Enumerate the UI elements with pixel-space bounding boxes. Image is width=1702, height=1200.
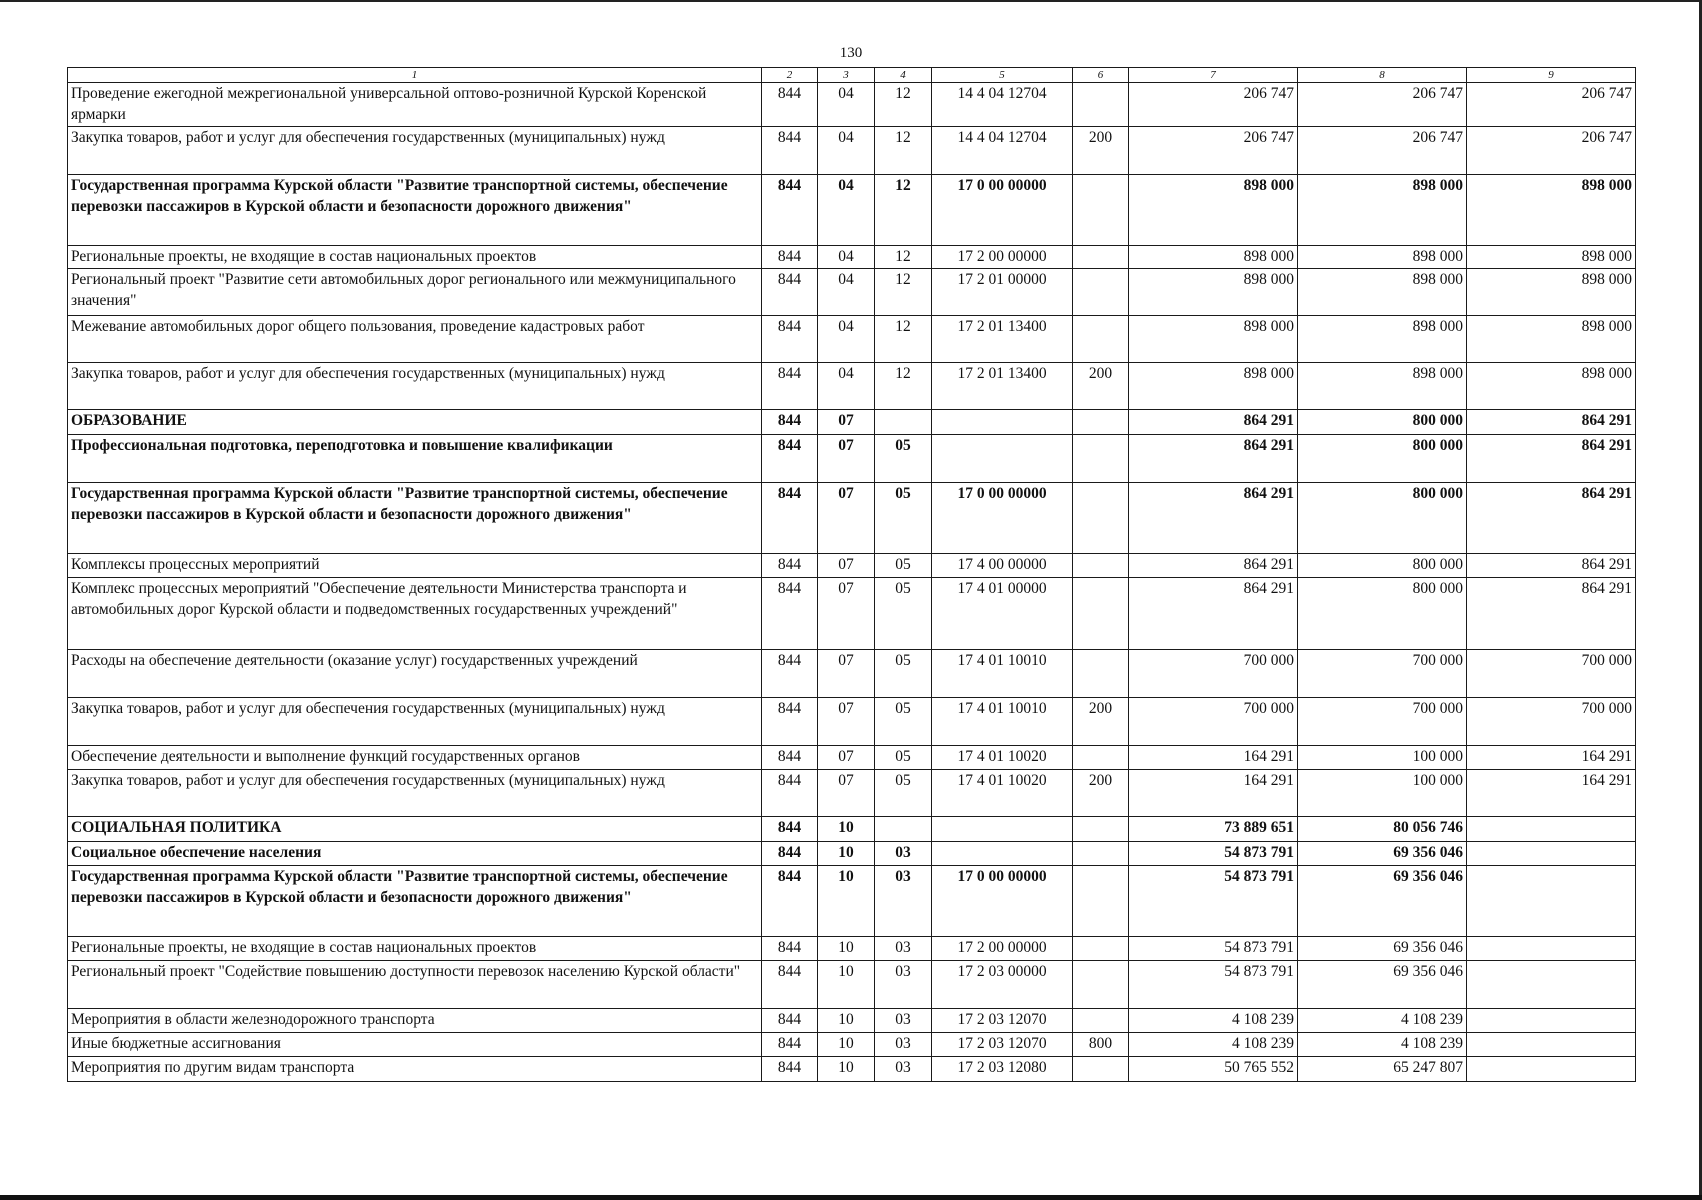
expense-type-cell: [1073, 961, 1129, 1009]
header-cell: 5: [932, 68, 1073, 83]
amount-col9-cell: 898 000: [1467, 246, 1636, 269]
amount-col9-cell: 164 291: [1467, 746, 1636, 770]
amount-col9-cell: 864 291: [1467, 410, 1636, 435]
ministry-code-cell: 844: [762, 246, 818, 269]
amount-col9-cell: 164 291: [1467, 770, 1636, 817]
amount-col9-cell: [1467, 1057, 1636, 1082]
ministry-code-cell: 844: [762, 435, 818, 483]
table-row: [68, 483, 1636, 554]
ministry-code-cell: 844: [762, 1009, 818, 1033]
section-code-cell: 10: [818, 1009, 875, 1033]
target-article-cell: 17 2 01 00000: [932, 269, 1073, 316]
target-article-cell: 17 4 01 10010: [932, 698, 1073, 746]
amount-col9-cell: 864 291: [1467, 435, 1636, 483]
amount-col9-cell: 864 291: [1467, 483, 1636, 554]
target-article-cell: 17 0 00 00000: [932, 483, 1073, 554]
target-article-cell: [932, 435, 1073, 483]
amount-col9-cell: 898 000: [1467, 316, 1636, 363]
amount-col8-cell: 69 356 046: [1298, 961, 1467, 1009]
section-code-cell: 10: [818, 866, 875, 937]
amount-col8-cell: 69 356 046: [1298, 866, 1467, 937]
section-code-cell: 07: [818, 578, 875, 650]
target-article-cell: 17 4 00 00000: [932, 554, 1073, 578]
amount-col9-cell: [1467, 1009, 1636, 1033]
item-name-cell: Профессиональная подготовка, переподготовка и повышение квалификации: [68, 435, 762, 483]
section-code-cell: 04: [818, 363, 875, 410]
table-row: [68, 246, 1636, 269]
expense-type-cell: [1073, 435, 1129, 483]
expense-type-cell: [1073, 650, 1129, 698]
amount-col7-cell: 898 000: [1129, 246, 1298, 269]
ministry-code-cell: 844: [762, 175, 818, 246]
ministry-code-cell: 844: [762, 269, 818, 316]
item-name-cell: Государственная программа Курской области "Развитие транспортной системы, обеспечение перевозки пассажиров в Курской области и безопасности дорожного движения": [68, 175, 762, 246]
item-name-cell: СОЦИАЛЬНАЯ ПОЛИТИКА: [68, 817, 762, 842]
table-row: [68, 650, 1636, 698]
item-name-cell: Региональные проекты, не входящие в состав национальных проектов: [68, 937, 762, 961]
ministry-code-cell: 844: [762, 866, 818, 937]
header-cell: 8: [1298, 68, 1467, 83]
table-row: [68, 866, 1636, 937]
target-article-cell: 17 2 01 13400: [932, 316, 1073, 363]
amount-col7-cell: 700 000: [1129, 650, 1298, 698]
expense-type-cell: 200: [1073, 698, 1129, 746]
header-cell: 4: [875, 68, 932, 83]
item-name-cell: Расходы на обеспечение деятельности (оказание услуг) государственных учреждений: [68, 650, 762, 698]
expense-type-cell: 800: [1073, 1033, 1129, 1057]
amount-col8-cell: 800 000: [1298, 483, 1467, 554]
subsection-code-cell: 03: [875, 961, 932, 1009]
table-row: [68, 175, 1636, 246]
subsection-code-cell: 12: [875, 127, 932, 175]
amount-col8-cell: 800 000: [1298, 554, 1467, 578]
ministry-code-cell: 844: [762, 746, 818, 770]
amount-col8-cell: 898 000: [1298, 269, 1467, 316]
target-article-cell: 14 4 04 12704: [932, 127, 1073, 175]
item-name-cell: Комплексы процессных мероприятий: [68, 554, 762, 578]
amount-col9-cell: 898 000: [1467, 269, 1636, 316]
ministry-code-cell: 844: [762, 578, 818, 650]
amount-col7-cell: 898 000: [1129, 269, 1298, 316]
amount-col7-cell: 700 000: [1129, 698, 1298, 746]
subsection-code-cell: [875, 410, 932, 435]
target-article-cell: 17 2 03 12080: [932, 1057, 1073, 1082]
table-row: [68, 316, 1636, 363]
item-name-cell: Иные бюджетные ассигнования: [68, 1033, 762, 1057]
expense-type-cell: [1073, 937, 1129, 961]
item-name-cell: Мероприятия по другим видам транспорта: [68, 1057, 762, 1082]
subsection-code-cell: 12: [875, 269, 932, 316]
amount-col8-cell: 65 247 807: [1298, 1057, 1467, 1082]
expense-type-cell: 200: [1073, 127, 1129, 175]
expense-type-cell: [1073, 817, 1129, 842]
table-row: [68, 363, 1636, 410]
subsection-code-cell: 12: [875, 316, 932, 363]
amount-col9-cell: 700 000: [1467, 698, 1636, 746]
item-name-cell: ОБРАЗОВАНИЕ: [68, 410, 762, 435]
amount-col8-cell: 4 108 239: [1298, 1009, 1467, 1033]
expense-type-cell: [1073, 410, 1129, 435]
ministry-code-cell: 844: [762, 483, 818, 554]
amount-col7-cell: 54 873 791: [1129, 937, 1298, 961]
subsection-code-cell: 05: [875, 746, 932, 770]
table-row: [68, 554, 1636, 578]
scan-edge-bottom: [0, 1195, 1702, 1200]
section-code-cell: 04: [818, 175, 875, 246]
amount-col8-cell: 100 000: [1298, 746, 1467, 770]
ministry-code-cell: 844: [762, 316, 818, 363]
table-row: [68, 435, 1636, 483]
target-article-cell: 17 0 00 00000: [932, 175, 1073, 246]
item-name-cell: Обеспечение деятельности и выполнение функций государственных органов: [68, 746, 762, 770]
amount-col7-cell: 73 889 651: [1129, 817, 1298, 842]
section-code-cell: 10: [818, 817, 875, 842]
amount-col7-cell: 54 873 791: [1129, 961, 1298, 1009]
subsection-code-cell: 05: [875, 770, 932, 817]
expense-type-cell: [1073, 316, 1129, 363]
subsection-code-cell: [875, 817, 932, 842]
table-row: [68, 817, 1636, 842]
target-article-cell: 17 4 01 10020: [932, 746, 1073, 770]
amount-col8-cell: 206 747: [1298, 127, 1467, 175]
column-number-row: [68, 68, 1636, 83]
amount-col9-cell: [1467, 937, 1636, 961]
subsection-code-cell: 03: [875, 842, 932, 866]
expense-type-cell: [1073, 269, 1129, 316]
ministry-code-cell: 844: [762, 83, 818, 127]
header-cell: 9: [1467, 68, 1636, 83]
target-article-cell: [932, 817, 1073, 842]
subsection-code-cell: 03: [875, 937, 932, 961]
subsection-code-cell: 12: [875, 246, 932, 269]
item-name-cell: Региональные проекты, не входящие в состав национальных проектов: [68, 246, 762, 269]
amount-col9-cell: 864 291: [1467, 578, 1636, 650]
expense-type-cell: [1073, 483, 1129, 554]
section-code-cell: 07: [818, 746, 875, 770]
amount-col9-cell: 864 291: [1467, 554, 1636, 578]
target-article-cell: 17 2 01 13400: [932, 363, 1073, 410]
ministry-code-cell: 844: [762, 1033, 818, 1057]
target-article-cell: 17 4 01 10020: [932, 770, 1073, 817]
section-code-cell: 04: [818, 269, 875, 316]
header-cell: 2: [762, 68, 818, 83]
amount-col7-cell: 898 000: [1129, 316, 1298, 363]
item-name-cell: Комплекс процессных мероприятий "Обеспечение деятельности Министерства транспорта и автомобильных дорог Курской области и подведомственных государственных учреждений": [68, 578, 762, 650]
expense-type-cell: [1073, 1009, 1129, 1033]
expense-type-cell: [1073, 578, 1129, 650]
amount-col9-cell: 898 000: [1467, 363, 1636, 410]
amount-col8-cell: 69 356 046: [1298, 842, 1467, 866]
scan-edge-top: [0, 0, 1702, 2]
expense-type-cell: [1073, 746, 1129, 770]
amount-col7-cell: 864 291: [1129, 410, 1298, 435]
amount-col7-cell: 206 747: [1129, 127, 1298, 175]
amount-col7-cell: 4 108 239: [1129, 1009, 1298, 1033]
section-code-cell: 10: [818, 961, 875, 1009]
item-name-cell: Государственная программа Курской области "Развитие транспортной системы, обеспечение перевозки пассажиров в Курской области и безопасности дорожного движения": [68, 866, 762, 937]
amount-col7-cell: 50 765 552: [1129, 1057, 1298, 1082]
amount-col8-cell: 800 000: [1298, 410, 1467, 435]
table-row: [68, 770, 1636, 817]
amount-col7-cell: 898 000: [1129, 363, 1298, 410]
amount-col9-cell: 206 747: [1467, 127, 1636, 175]
ministry-code-cell: 844: [762, 937, 818, 961]
amount-col8-cell: 100 000: [1298, 770, 1467, 817]
item-name-cell: Региональный проект "Содействие повышению доступности перевозок населению Курской области": [68, 961, 762, 1009]
amount-col7-cell: 54 873 791: [1129, 866, 1298, 937]
amount-col7-cell: 864 291: [1129, 554, 1298, 578]
header-cell: 6: [1073, 68, 1129, 83]
section-code-cell: 07: [818, 410, 875, 435]
subsection-code-cell: 05: [875, 483, 932, 554]
subsection-code-cell: 12: [875, 83, 932, 127]
subsection-code-cell: 05: [875, 435, 932, 483]
section-code-cell: 07: [818, 483, 875, 554]
subsection-code-cell: 03: [875, 1057, 932, 1082]
header-cell: 1: [68, 68, 762, 83]
section-code-cell: 10: [818, 937, 875, 961]
amount-col9-cell: [1467, 1033, 1636, 1057]
expense-type-cell: 200: [1073, 363, 1129, 410]
ministry-code-cell: 844: [762, 817, 818, 842]
amount-col7-cell: 864 291: [1129, 483, 1298, 554]
amount-col8-cell: 898 000: [1298, 363, 1467, 410]
item-name-cell: Закупка товаров, работ и услуг для обеспечения государственных (муниципальных) нужд: [68, 127, 762, 175]
header-cell: 7: [1129, 68, 1298, 83]
section-code-cell: 07: [818, 435, 875, 483]
ministry-code-cell: 844: [762, 554, 818, 578]
section-code-cell: 07: [818, 554, 875, 578]
ministry-code-cell: 844: [762, 127, 818, 175]
amount-col9-cell: [1467, 817, 1636, 842]
table-row: [68, 746, 1636, 770]
item-name-cell: Проведение ежегодной межрегиональной универсальной оптово-розничной Курской Коренской ярмарки: [68, 83, 762, 127]
section-code-cell: 04: [818, 316, 875, 363]
page-number: 130: [839, 45, 863, 61]
amount-col9-cell: 898 000: [1467, 175, 1636, 246]
ministry-code-cell: 844: [762, 363, 818, 410]
amount-col8-cell: 700 000: [1298, 698, 1467, 746]
amount-col8-cell: 80 056 746: [1298, 817, 1467, 842]
expense-type-cell: [1073, 246, 1129, 269]
table-body: [68, 83, 1636, 1082]
expense-type-cell: [1073, 83, 1129, 127]
amount-col7-cell: 164 291: [1129, 746, 1298, 770]
ministry-code-cell: 844: [762, 961, 818, 1009]
section-code-cell: 04: [818, 127, 875, 175]
target-article-cell: 17 4 01 00000: [932, 578, 1073, 650]
amount-col8-cell: 700 000: [1298, 650, 1467, 698]
subsection-code-cell: 12: [875, 175, 932, 246]
amount-col7-cell: 206 747: [1129, 83, 1298, 127]
section-code-cell: 10: [818, 842, 875, 866]
table-row: [68, 1009, 1636, 1033]
ministry-code-cell: 844: [762, 698, 818, 746]
subsection-code-cell: 05: [875, 650, 932, 698]
subsection-code-cell: 03: [875, 1009, 932, 1033]
table-row: [68, 842, 1636, 866]
ministry-code-cell: 844: [762, 842, 818, 866]
item-name-cell: Закупка товаров, работ и услуг для обеспечения государственных (муниципальных) нужд: [68, 363, 762, 410]
amount-col9-cell: [1467, 866, 1636, 937]
table-row: [68, 127, 1636, 175]
budget-table: [67, 67, 1636, 1082]
amount-col8-cell: 206 747: [1298, 83, 1467, 127]
amount-col8-cell: 898 000: [1298, 246, 1467, 269]
item-name-cell: Социальное обеспечение населения: [68, 842, 762, 866]
section-code-cell: 10: [818, 1033, 875, 1057]
subsection-code-cell: 03: [875, 866, 932, 937]
amount-col8-cell: 4 108 239: [1298, 1033, 1467, 1057]
table-row: [68, 578, 1636, 650]
item-name-cell: Мероприятия в области железнодорожного транспорта: [68, 1009, 762, 1033]
ministry-code-cell: 844: [762, 1057, 818, 1082]
table-row: [68, 269, 1636, 316]
item-name-cell: Закупка товаров, работ и услуг для обеспечения государственных (муниципальных) нужд: [68, 770, 762, 817]
section-code-cell: 04: [818, 83, 875, 127]
amount-col9-cell: 206 747: [1467, 83, 1636, 127]
target-article-cell: 17 0 00 00000: [932, 866, 1073, 937]
target-article-cell: 17 4 01 10010: [932, 650, 1073, 698]
section-code-cell: 07: [818, 650, 875, 698]
ministry-code-cell: 844: [762, 410, 818, 435]
table-row: [68, 410, 1636, 435]
target-article-cell: [932, 410, 1073, 435]
subsection-code-cell: 05: [875, 578, 932, 650]
target-article-cell: 14 4 04 12704: [932, 83, 1073, 127]
expense-type-cell: [1073, 842, 1129, 866]
table-row: [68, 83, 1636, 127]
subsection-code-cell: 05: [875, 554, 932, 578]
target-article-cell: 17 2 03 12070: [932, 1033, 1073, 1057]
amount-col8-cell: 898 000: [1298, 316, 1467, 363]
ministry-code-cell: 844: [762, 650, 818, 698]
amount-col7-cell: 54 873 791: [1129, 842, 1298, 866]
subsection-code-cell: 05: [875, 698, 932, 746]
item-name-cell: Межевание автомобильных дорог общего пользования, проведение кадастровых работ: [68, 316, 762, 363]
expense-type-cell: 200: [1073, 770, 1129, 817]
subsection-code-cell: 03: [875, 1033, 932, 1057]
table-row: [68, 961, 1636, 1009]
header-cell: 3: [818, 68, 875, 83]
expense-type-cell: [1073, 866, 1129, 937]
table-row: [68, 698, 1636, 746]
amount-col8-cell: 800 000: [1298, 578, 1467, 650]
amount-col9-cell: [1467, 961, 1636, 1009]
section-code-cell: 07: [818, 698, 875, 746]
item-name-cell: Региональный проект "Развитие сети автомобильных дорог регионального или межмуниципального значения": [68, 269, 762, 316]
amount-col7-cell: 898 000: [1129, 175, 1298, 246]
item-name-cell: Государственная программа Курской области "Развитие транспортной системы, обеспечение перевозки пассажиров в Курской области и безопасности дорожного движения": [68, 483, 762, 554]
amount-col9-cell: [1467, 842, 1636, 866]
section-code-cell: 10: [818, 1057, 875, 1082]
amount-col7-cell: 864 291: [1129, 578, 1298, 650]
expense-type-cell: [1073, 554, 1129, 578]
target-article-cell: 17 2 00 00000: [932, 937, 1073, 961]
target-article-cell: [932, 842, 1073, 866]
expense-type-cell: [1073, 175, 1129, 246]
expense-type-cell: [1073, 1057, 1129, 1082]
amount-col9-cell: 700 000: [1467, 650, 1636, 698]
target-article-cell: 17 2 00 00000: [932, 246, 1073, 269]
amount-col8-cell: 800 000: [1298, 435, 1467, 483]
amount-col8-cell: 69 356 046: [1298, 937, 1467, 961]
table-row: [68, 937, 1636, 961]
table-row: [68, 1033, 1636, 1057]
target-article-cell: 17 2 03 00000: [932, 961, 1073, 1009]
amount-col7-cell: 164 291: [1129, 770, 1298, 817]
table-row: [68, 1057, 1636, 1082]
amount-col7-cell: 864 291: [1129, 435, 1298, 483]
section-code-cell: 04: [818, 246, 875, 269]
target-article-cell: 17 2 03 12070: [932, 1009, 1073, 1033]
section-code-cell: 07: [818, 770, 875, 817]
amount-col8-cell: 898 000: [1298, 175, 1467, 246]
amount-col7-cell: 4 108 239: [1129, 1033, 1298, 1057]
subsection-code-cell: 12: [875, 363, 932, 410]
item-name-cell: Закупка товаров, работ и услуг для обеспечения государственных (муниципальных) нужд: [68, 698, 762, 746]
ministry-code-cell: 844: [762, 770, 818, 817]
